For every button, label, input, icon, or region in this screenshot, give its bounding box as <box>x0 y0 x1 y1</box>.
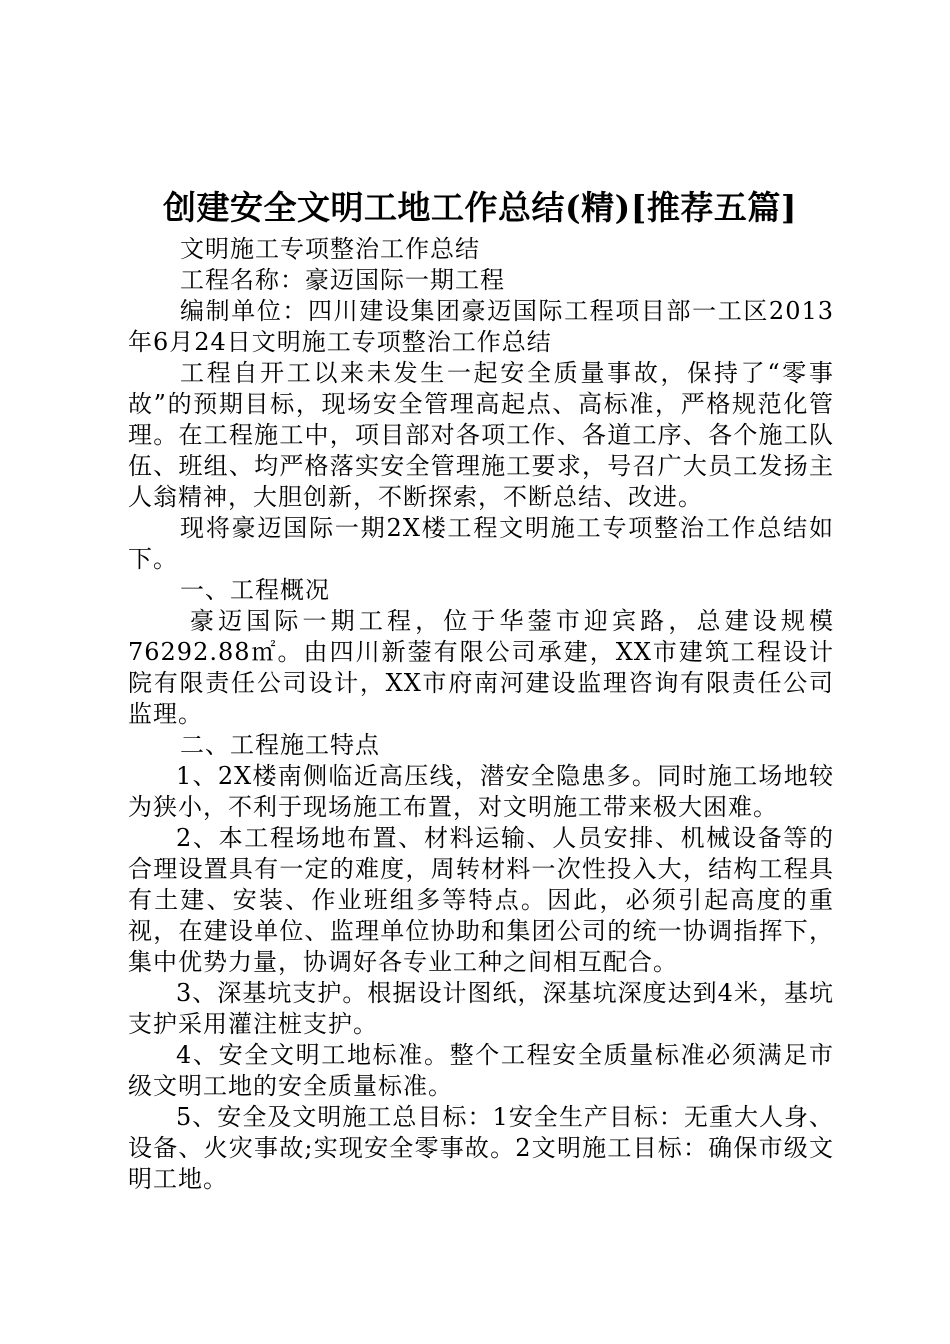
paragraph-compiler: 编制单位：四川建设集团豪迈国际工程项目部一工区2013年6月24日文明施工专项整治工作总结 <box>128 297 834 356</box>
paragraph-project-overview: 豪迈国际一期工程，位于华蓥市迎宾路，总建设规模76292.88㎡。由四川新蓥有限公司承建，XX市建筑工程设计院有限责任公司设计，XX市府南河建设监理咨询有限责任公司监理。 <box>128 607 834 728</box>
heading-project-overview: 一、工程概况 <box>180 576 330 604</box>
paragraph-feature-2: 2、本工程场地布置、材料运输、人员安排、机械设备等的合理设置具有一定的难度，周转材料一次性投入大，结构工程具有土建、安装、作业班组多等特点。因此，必须引起高度的重视，在建设单位、监理单位协助和集团公司的统一协调指挥下，集中优势力量，协调好各专业工种之间相互配合。 <box>128 824 834 976</box>
paragraph-feature-1: 1、2X楼南侧临近高压线，潜安全隐患多。同时施工场地较为狭小，不利于现场施工布置，对文明施工带来极大困难。 <box>128 762 834 821</box>
paragraph-feature-3: 3、深基坑支护。根据设计图纸，深基坑深度达到4米，基坑支护采用灌注桩支护。 <box>128 979 834 1038</box>
paragraph-feature-4: 4、安全文明工地标准。整个工程安全质量标准必须满足市级文明工地的安全质量标准。 <box>128 1041 834 1100</box>
paragraph-feature-5: 5、安全及文明施工总目标：1安全生产目标：无重大人身、设备、火灾事故;实现安全零事故。2文明施工目标：确保市级文明工地。 <box>128 1103 834 1193</box>
paragraph-subtitle: 文明施工专项整治工作总结 <box>180 235 480 263</box>
paragraph-summary-lead: 现将豪迈国际一期2X楼工程文明施工专项整治工作总结如下。 <box>128 514 834 573</box>
document-title: 创建安全文明工地工作总结(精)[推荐五篇] <box>163 188 797 227</box>
document-page <box>128 186 834 1195</box>
heading-construction-features: 二、工程施工特点 <box>180 731 380 759</box>
paragraph-project-name: 工程名称：豪迈国际一期工程 <box>180 266 505 294</box>
paragraph-intro: 工程自开工以来未发生一起安全质量事故，保持了“零事故”的预期目标，现场安全管理高起点、高标准，严格规范化管理。在工程施工中，项目部对各项工作、各道工序、各个施工队伍、班组、均严格落实安全管理施工要求，号召广大员工发扬主人翁精神，大胆创新，不断探索，不断总结、改进。 <box>128 359 834 511</box>
